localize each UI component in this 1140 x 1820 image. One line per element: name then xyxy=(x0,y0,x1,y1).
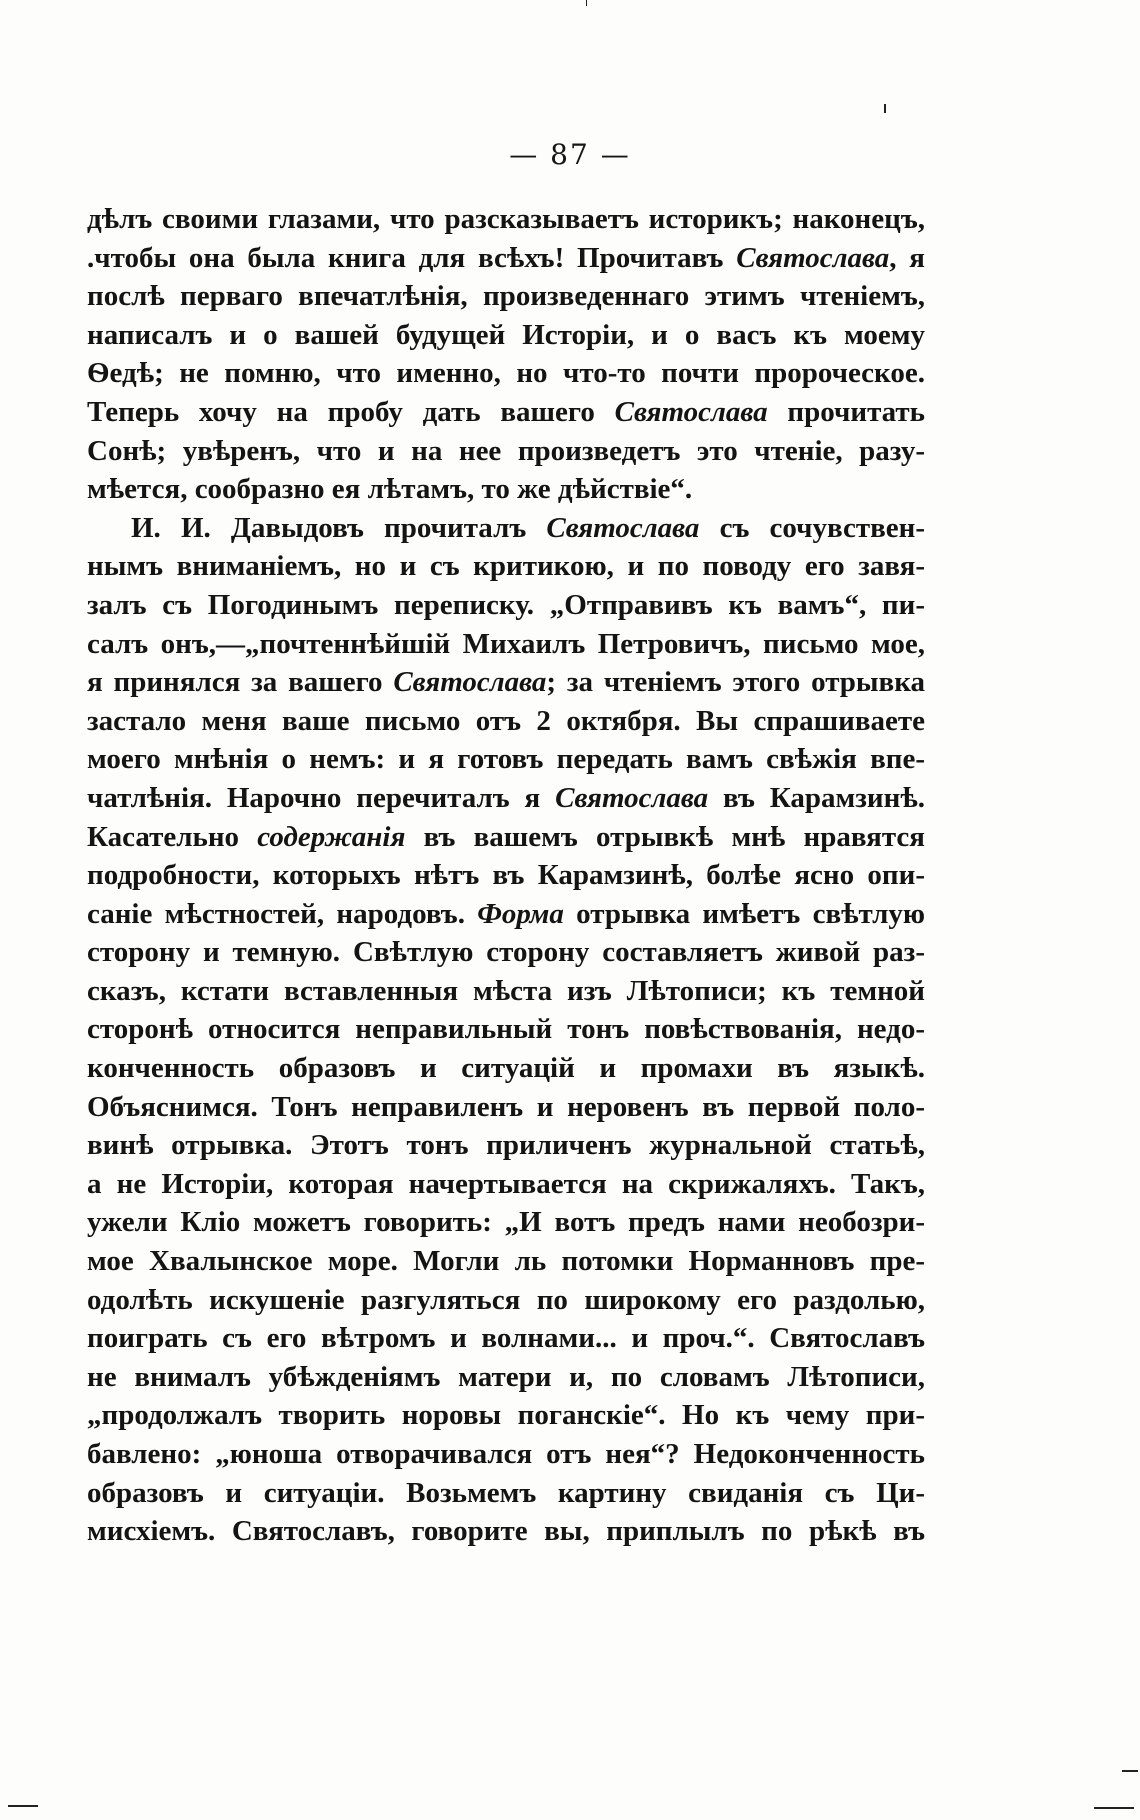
text-segment: чатлѣнія. Нарочно перечиталъ я xyxy=(87,781,556,814)
text-line xyxy=(87,432,925,471)
text-line xyxy=(87,239,925,278)
text-segment: дѣлъ своими глазами, что разсказываетъ историкъ; наконецъ, xyxy=(87,203,925,235)
text-segment: сторону и темную. Свѣтлую сторону составляетъ живой раз- xyxy=(87,936,925,969)
page-body-text xyxy=(87,200,925,1551)
text-line xyxy=(87,200,925,239)
text-segment: Сонѣ; увѣренъ, что и на нее произведетъ это чтеніе, разу- xyxy=(87,434,925,467)
text-line xyxy=(87,277,925,316)
text-segment: поиграть съ его вѣтромъ и волнами... и проч.“. Святославъ xyxy=(87,1322,925,1355)
text-segment: не внималъ убѣжденіямъ матери и, по словамъ Лѣтописи, xyxy=(87,1360,925,1393)
scan-speck xyxy=(8,1805,38,1807)
text-segment: одолѣть искушеніе разгуляться по широкому его раздолью, xyxy=(87,1283,925,1316)
text-segment: подробности, которыхъ нѣтъ въ Карамзинѣ, болѣе ясно опи- xyxy=(87,859,925,892)
text-line xyxy=(87,1126,925,1165)
text-line xyxy=(87,933,925,972)
text-line xyxy=(87,856,925,895)
text-line xyxy=(87,547,925,586)
text-line xyxy=(87,316,925,355)
text-segment: винѣ отрывка. Этотъ тонъ приличенъ журнальной статьѣ, xyxy=(87,1129,925,1162)
text-segment: Объяснимся. Тонъ неправиленъ и неровенъ въ первой поло- xyxy=(87,1090,925,1123)
text-line xyxy=(87,895,925,934)
text-segment: застало меня ваше письмо отъ 2 октября. Вы спрашиваете xyxy=(87,704,925,737)
scan-speck xyxy=(1122,1770,1138,1772)
text-line xyxy=(87,1319,925,1358)
text-segment: конченность образовъ и ситуацій и промахи въ языкѣ. xyxy=(87,1052,925,1085)
text-segment: моего мнѣнія о немъ: и я готовъ передать вамъ свѣжія впе- xyxy=(87,743,925,776)
text-segment: сказъ, кстати вставленныя мѣста изъ Лѣтописи; къ темной xyxy=(87,974,925,1007)
text-line xyxy=(87,470,925,509)
text-line xyxy=(87,740,925,779)
text-line xyxy=(87,1474,925,1513)
scan-speck xyxy=(586,0,587,6)
text-segment: , я xyxy=(889,241,925,274)
text-segment: ужели Кліо можетъ говорить: „И вотъ предъ нами необозри- xyxy=(87,1206,925,1239)
text-segment: салъ онъ,—„почтеннѣйшій Михаилъ Петровичъ, письмо мое, xyxy=(87,627,925,660)
text-line xyxy=(87,1242,925,1281)
text-line xyxy=(87,1358,925,1397)
text-line xyxy=(87,1512,925,1551)
text-segment: написалъ и о вашей будущей Исторіи, и о васъ къ моему xyxy=(87,318,925,351)
text-line xyxy=(87,393,925,432)
text-line xyxy=(87,972,925,1011)
text-line xyxy=(87,625,925,664)
text-segment: съ сочувствен- xyxy=(699,511,925,544)
text-segment: „продолжалъ творить норовы поганскіе“. Но къ чему при- xyxy=(87,1399,925,1432)
text-segment: .чтобы она была книга для всѣхъ! Прочитавъ xyxy=(87,241,737,274)
text-segment: отрывка имѣетъ свѣтлую xyxy=(563,897,925,930)
text-segment: залъ съ Погодинымъ переписку. „Отправивъ къ вамъ“, пи- xyxy=(87,588,925,621)
text-line xyxy=(87,586,925,625)
text-line xyxy=(87,1165,925,1204)
italic-text: Святослава xyxy=(555,781,709,814)
text-segment: И. И. Давыдовъ прочиталъ xyxy=(131,511,547,544)
text-line xyxy=(87,779,925,818)
italic-text: Святослава xyxy=(614,395,768,428)
text-line xyxy=(87,509,925,548)
text-segment: въ Карамзинѣ. xyxy=(708,781,925,814)
text-segment: ; за чтеніемъ этого отрывка xyxy=(546,666,925,699)
text-line xyxy=(87,1049,925,1088)
italic-text: Святослава xyxy=(393,666,547,699)
text-segment: мисхіемъ. Святославъ, говорите вы, приплылъ по рѣкѣ въ xyxy=(87,1515,925,1548)
text-line xyxy=(87,663,925,702)
text-segment: сторонѣ относится неправильный тонъ повѣствованія, недо- xyxy=(87,1013,925,1046)
text-segment: Касательно xyxy=(87,820,258,853)
text-line xyxy=(87,1010,925,1049)
text-line xyxy=(87,1281,925,1320)
text-line xyxy=(87,1396,925,1435)
text-segment: я принялся за вашего xyxy=(87,666,394,699)
italic-text: Форма xyxy=(477,897,564,930)
text-line xyxy=(87,1203,925,1242)
text-segment: саніе мѣстностей, народовъ. xyxy=(87,897,478,930)
text-segment: прочитать xyxy=(767,395,925,428)
text-segment: а не Исторіи, которая начертывается на скрижаляхъ. Такъ, xyxy=(87,1167,925,1200)
text-segment: послѣ перваго впечатлѣнія, произведеннаго этимъ чтеніемъ, xyxy=(87,280,925,313)
text-segment: нымъ вниманіемъ, но и съ критикою, и по поводу его завя- xyxy=(87,550,925,583)
page-number: — 87 — xyxy=(509,138,631,171)
text-line xyxy=(87,1435,925,1474)
text-segment: бавлено: „юноша отворачивался отъ нея“? Недоконченность xyxy=(87,1438,925,1470)
text-line xyxy=(87,354,925,393)
text-segment: Ѳедѣ; не помню, что именно, но что-то почти пророческое. xyxy=(87,357,925,390)
text-line xyxy=(87,1088,925,1127)
text-segment: мое Хвалынское море. Могли ль потомки Норманновъ пре- xyxy=(87,1245,925,1278)
text-segment: образовъ и ситуаціи. Возьмемъ картину свиданія съ Ци- xyxy=(87,1476,925,1509)
scan-speck xyxy=(884,104,886,113)
italic-text: Святослава xyxy=(736,241,890,274)
text-segment: въ вашемъ отрывкѣ мнѣ нравятся xyxy=(405,820,925,853)
scan-speck xyxy=(1094,1807,1134,1809)
text-segment: мѣется, сообразно ея лѣтамъ, то же дѣйствіе“. xyxy=(87,473,693,506)
italic-text: содержанія xyxy=(257,820,406,853)
text-segment: Теперь хочу на пробу дать вашего xyxy=(87,395,615,428)
text-line xyxy=(87,818,925,857)
text-line xyxy=(87,702,925,741)
italic-text: Святослава xyxy=(546,511,700,544)
